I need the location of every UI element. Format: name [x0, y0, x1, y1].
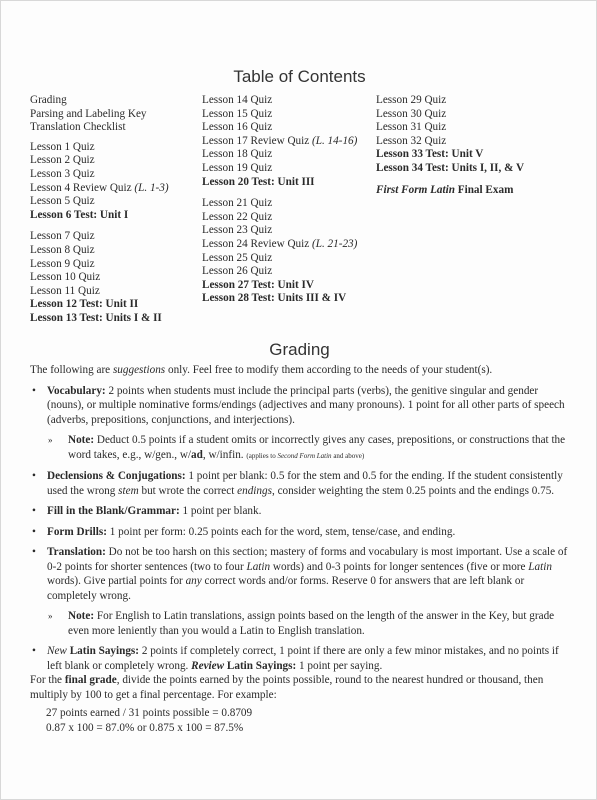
toc-entry: Lesson 22 Quiz — [202, 210, 273, 223]
toc-entry: Lesson 19 Quiz — [202, 161, 273, 174]
bullet-icon: • — [32, 384, 36, 397]
toc-entry: Lesson 3 Quiz — [30, 167, 95, 180]
grading-intro: The following are suggestions only. Feel free to modify them according to the needs of your student(s). — [30, 364, 493, 376]
bullet-icon: • — [32, 470, 36, 482]
toc-entry: Lesson 26 Quiz — [202, 265, 273, 278]
toc-entry: Lesson 24 Review Quiz (L. 21-23) — [202, 237, 358, 250]
toc-entry: Lesson 15 Quiz — [202, 107, 273, 120]
toc-entry: Grading — [30, 94, 67, 106]
toc-entry: Lesson 8 Quiz — [30, 243, 95, 256]
toc-entry: Parsing and Labeling Key — [30, 107, 147, 120]
toc-entry: Lesson 23 Quiz — [202, 224, 273, 237]
declensions-item: • Declensions & Conjugations: 1 point per blank: 0.5 for the stem and 0.5 for the ending. If the student consistently used the wrong stem but wrote the correct endings, consider weighting the stem 0.25 points and the endings 0.75. — [32, 470, 563, 497]
toc-entry: Lesson 17 Review Quiz (L. 14-16) — [202, 134, 358, 147]
toc-entry: Lesson 14 Quiz — [202, 94, 273, 106]
toc-entry-exam: First Form Latin Final Exam — [376, 183, 514, 196]
chevron-right-icon: » — [48, 435, 53, 445]
bullet-icon: • — [32, 645, 36, 657]
grading-title: Grading — [269, 340, 330, 359]
form-drills-item: • Form Drills: 1 point per form: 0.25 points each for the word, stem, tense/case, and ending. — [32, 525, 456, 538]
bullet-icon: • — [32, 546, 36, 558]
grading-section — [30, 363, 575, 735]
toc-entry: Lesson 9 Quiz — [30, 257, 95, 270]
translation-item: • Translation: Do not be too harsh on this section; mastery of forms and vocabulary is most important. Use a scale of 0-2 points for shorter sentences (two to four Latin words) and 0-3 points for longer sentences (five or more Latin words). Give partial points for any correct words and/or forms. Reserve 0 for answers that are left blank or completely wrong. — [32, 546, 568, 602]
bullet-icon: • — [32, 505, 36, 517]
chevron-right-icon: » — [48, 611, 53, 621]
toc-entry-test: Lesson 33 Test: Unit V — [376, 148, 484, 161]
vocabulary-note: » Note: Deduct 0.5 points if a student omits or incorrectly gives any cases, prepositions, or constructions that the word takes, e.g., w/gen., w/ad, w/infin. (applies to Second Form Latin and above) — [48, 434, 566, 461]
toc-entry: Lesson 25 Quiz — [202, 251, 273, 264]
toc-entry: Lesson 7 Quiz — [30, 230, 95, 243]
toc-entry-test: Lesson 27 Test: Unit IV — [202, 278, 314, 291]
toc-entry-test: Lesson 28 Test: Units III & IV — [202, 292, 347, 305]
example-line-2: 0.87 x 100 = 87.0% or 0.875 x 100 = 87.5% — [46, 721, 244, 734]
toc-column-3 — [376, 94, 524, 197]
toc-entry: Lesson 16 Quiz — [202, 121, 273, 134]
toc-column-2 — [202, 94, 357, 306]
toc-entry: Lesson 5 Quiz — [30, 195, 95, 208]
final-grade-paragraph: For the final grade, divide the points earned by the points possible, round to the nearest hundred or thousand, then multiply by 100 to get a final percentage. For example: — [30, 674, 544, 701]
translation-note: » Note: For English to Latin translations, assign points based on the length of the answer in the Key, but grade even more leniently than you would a Latin to English translation. — [48, 610, 555, 637]
toc-entry: Lesson 31 Quiz — [376, 121, 447, 134]
toc-entry: Lesson 4 Review Quiz (L. 1-3) — [30, 181, 169, 194]
toc-entry: Lesson 11 Quiz — [30, 284, 100, 297]
toc-entry-test: Lesson 34 Test: Units I, II, & V — [376, 161, 525, 174]
toc-entry-test: Lesson 6 Test: Unit I — [30, 208, 129, 221]
toc-entry: Lesson 2 Quiz — [30, 154, 95, 167]
toc-entry-test: Lesson 12 Test: Unit II — [30, 298, 139, 311]
toc-entry: Lesson 1 Quiz — [30, 140, 95, 153]
vocabulary-item: • Vocabulary: 2 points when students must include the principal parts (verbs), the genitive singular and gender (nouns), or multiple nominative forms/endings (adjectives and many pronouns). 1 point for all other parts of speech (adverbs, prepositions, conjunctions, and interjections). — [32, 384, 565, 426]
toc-entry-test: Lesson 13 Test: Units I & II — [30, 311, 162, 324]
toc-column-1 — [30, 94, 169, 326]
toc-entry-test: Lesson 20 Test: Unit III — [202, 175, 315, 188]
toc-entry: Lesson 30 Quiz — [376, 107, 447, 120]
toc-entry: Lesson 21 Quiz — [202, 197, 273, 210]
example-calculation — [30, 706, 575, 735]
fill-blank-item: • Fill in the Blank/Grammar: 1 point per blank. — [32, 505, 262, 517]
toc-entry: Lesson 18 Quiz — [202, 148, 273, 161]
toc-entry: Translation Checklist — [30, 121, 126, 134]
toc-title: Table of Contents — [233, 67, 366, 86]
toc-entry: Lesson 29 Quiz — [376, 94, 447, 106]
toc-entry: Lesson 32 Quiz — [376, 134, 447, 147]
latin-sayings-item: • New Latin Sayings: 2 points if completely correct, 1 point if there are only a few minor mistakes, and no points if left blank or completely wrong. Review Latin Sayings: 1 point per saying. — [32, 645, 559, 672]
toc-entry: Lesson 10 Quiz — [30, 271, 101, 284]
bullet-icon: • — [32, 525, 36, 538]
example-line-1: 27 points earned / 31 points possible = 0.8709 — [46, 707, 253, 719]
